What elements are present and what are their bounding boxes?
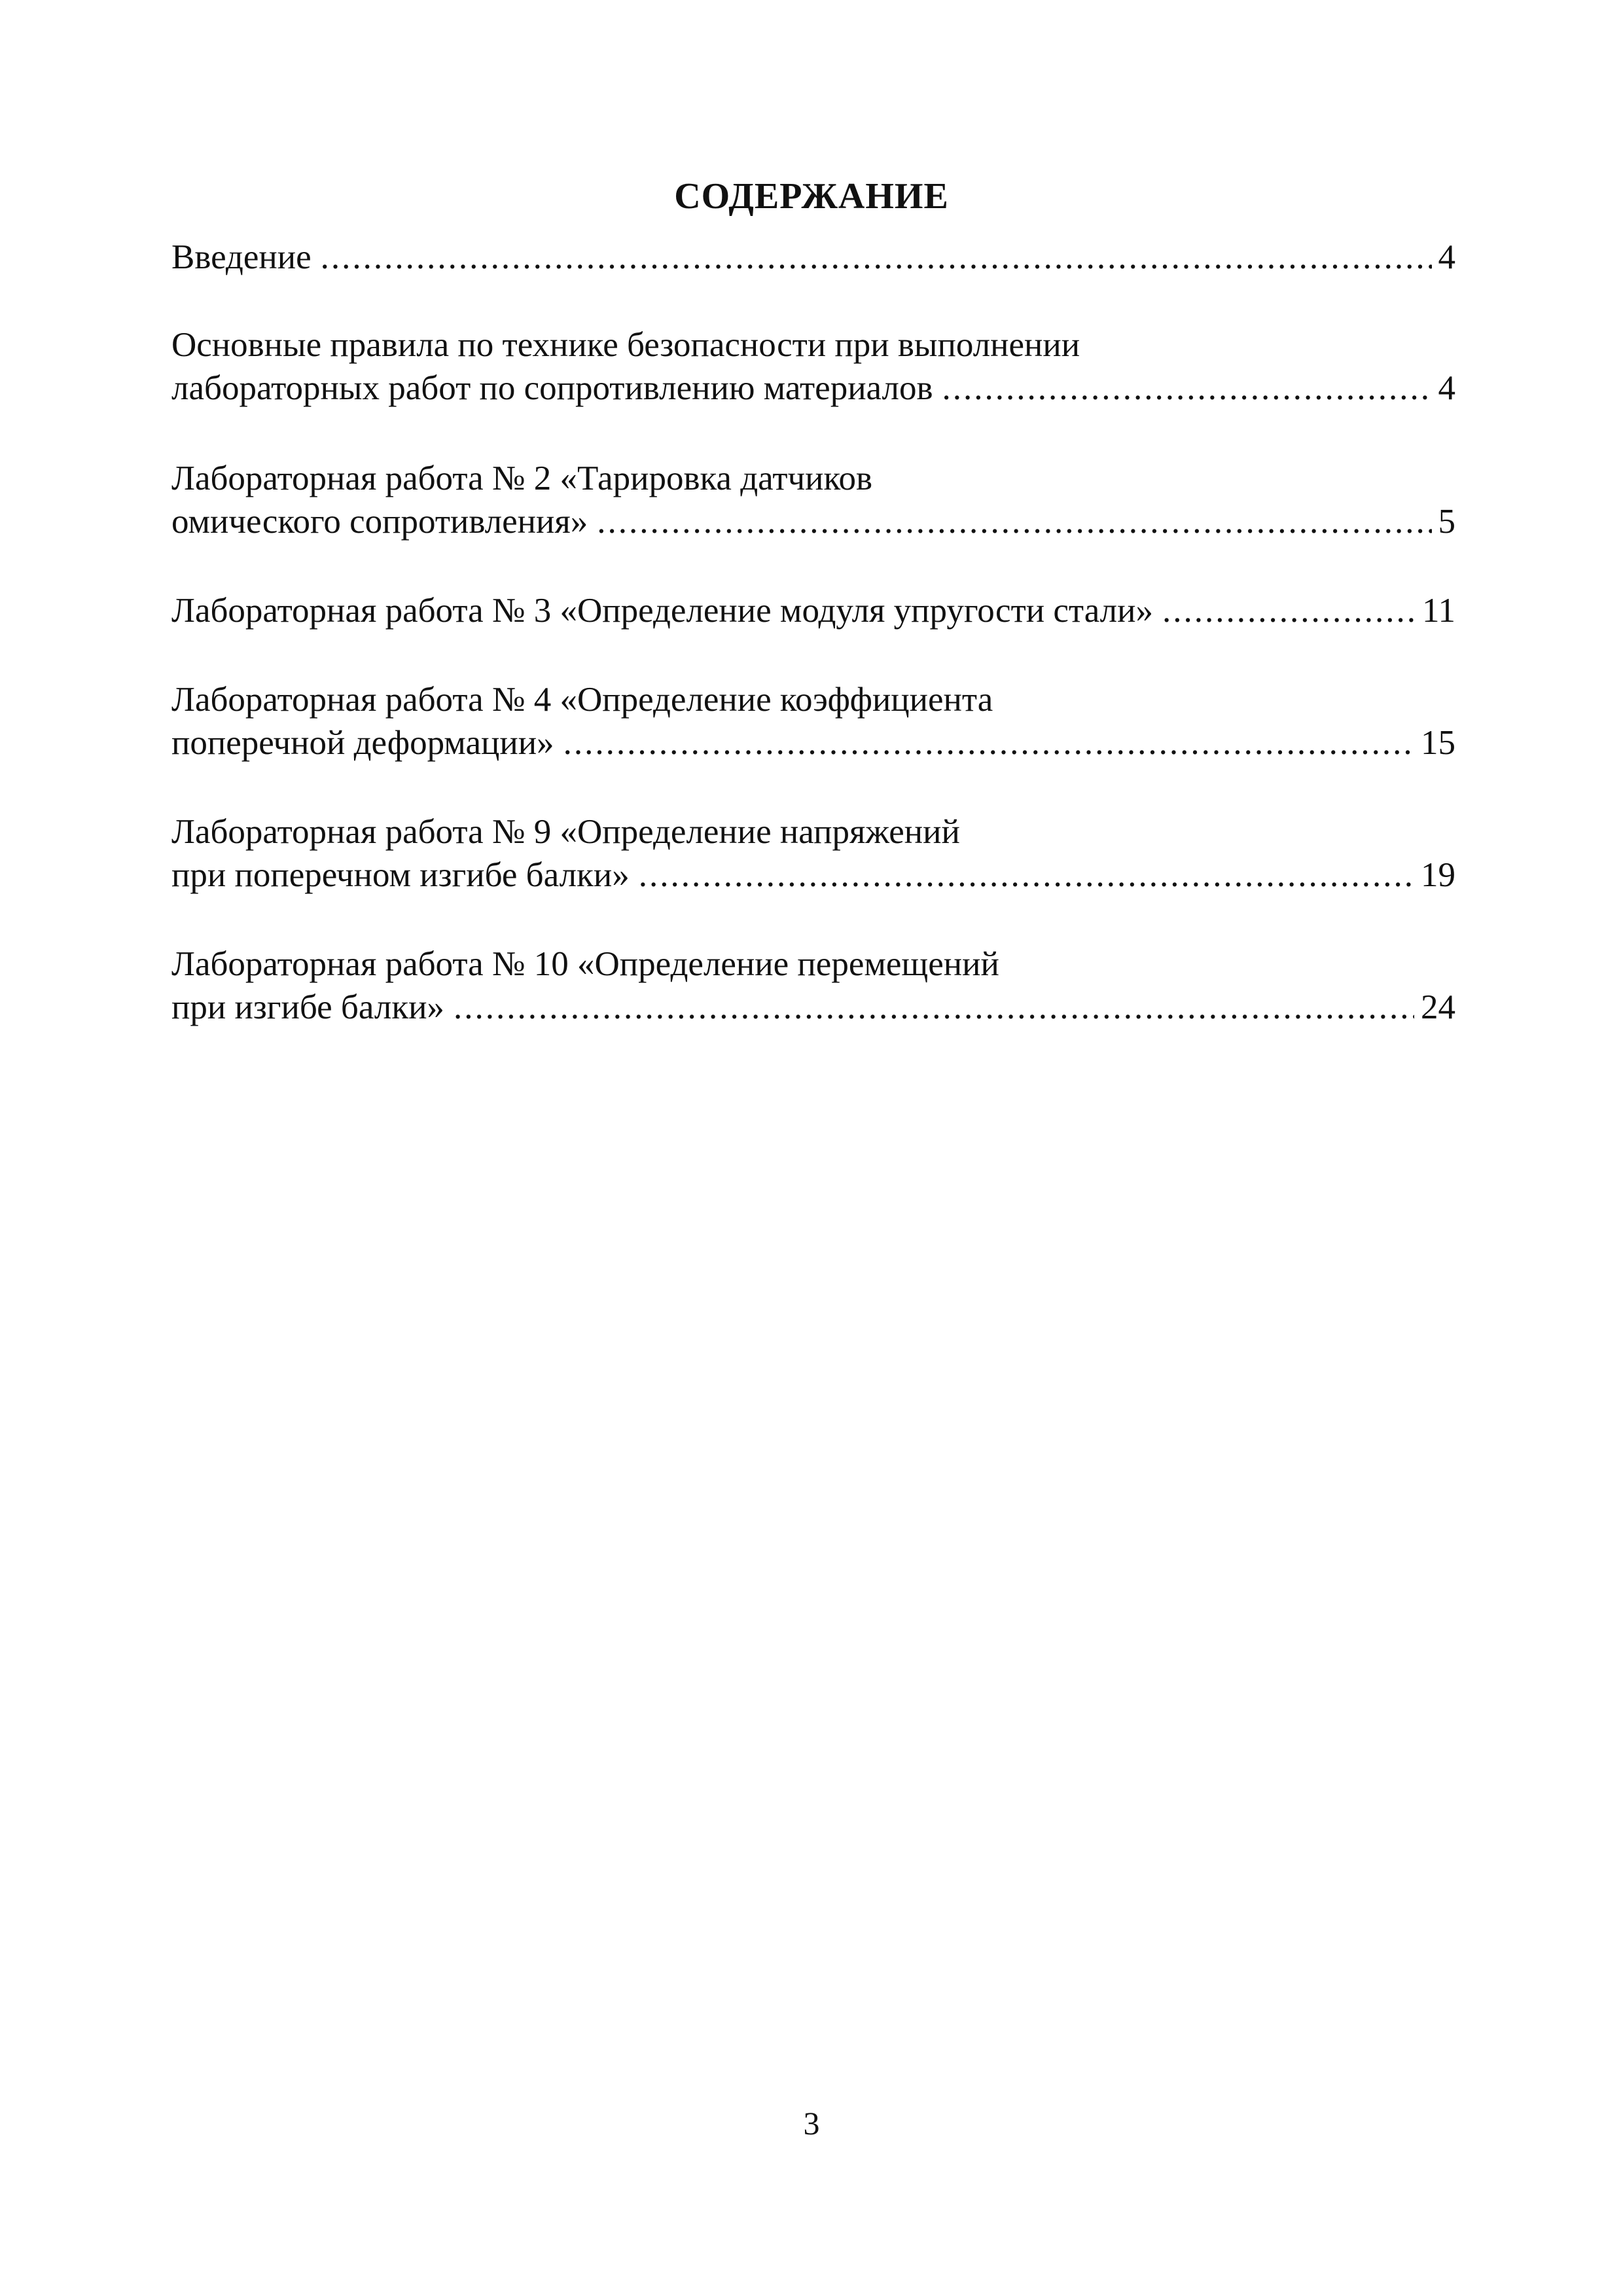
toc-entry-title-continued: при поперечном изгибе балки» bbox=[171, 856, 630, 894]
dot-leader bbox=[563, 721, 1414, 764]
page-number-footer: 3 bbox=[803, 2105, 820, 2142]
dot-leader bbox=[1162, 589, 1416, 632]
toc-entry-title: Основные правила по технике безопасности при выполнении bbox=[171, 326, 1080, 364]
toc-entry-title-continued: при изгибе балки» bbox=[171, 988, 444, 1026]
toc-page-number: 11 bbox=[1421, 592, 1455, 630]
toc-page-number: 4 bbox=[1438, 369, 1455, 407]
toc-page-number: 15 bbox=[1421, 724, 1455, 762]
toc-entry-title: Лабораторная работа № 4 «Определение коэффициента bbox=[171, 681, 993, 719]
toc-page-number: 4 bbox=[1438, 238, 1455, 276]
toc-entry-lab-4[interactable] bbox=[171, 678, 1455, 764]
toc-entry-title-continued: поперечной деформации» bbox=[171, 724, 554, 762]
toc-entry-title: Лабораторная работа № 10 «Определение перемещений bbox=[171, 945, 999, 983]
toc-entry-lab-3[interactable] bbox=[171, 589, 1455, 632]
toc-entry-lab-10[interactable] bbox=[171, 942, 1455, 1029]
dot-leader bbox=[639, 853, 1414, 897]
dot-leader bbox=[321, 236, 1432, 279]
dot-leader bbox=[454, 986, 1414, 1029]
dot-leader bbox=[597, 500, 1431, 543]
toc-entry-safety-rules[interactable] bbox=[171, 323, 1455, 410]
toc-entry-title-continued: лабораторных работ по сопротивлению материалов bbox=[171, 369, 933, 407]
toc-entry-title: Введение bbox=[171, 238, 312, 276]
toc-page-number: 24 bbox=[1421, 988, 1455, 1026]
toc-entry-title-continued: омического сопротивления» bbox=[171, 503, 588, 541]
dot-leader bbox=[942, 367, 1432, 410]
toc-entry-title: Лабораторная работа № 3 «Определение модуля упругости стали» bbox=[171, 592, 1153, 630]
page-title: СОДЕРЖАНИЕ bbox=[674, 176, 949, 217]
toc-entry-introduction[interactable] bbox=[171, 236, 1455, 279]
toc-page-number: 19 bbox=[1421, 856, 1455, 894]
toc-page-number: 5 bbox=[1438, 503, 1455, 541]
toc-entry-lab-9[interactable] bbox=[171, 810, 1455, 897]
toc-entry-title: Лабораторная работа № 9 «Определение напряжений bbox=[171, 813, 960, 851]
toc-entry-title: Лабораторная работа № 2 «Тарировка датчиков bbox=[171, 459, 873, 497]
toc-entry-lab-2[interactable] bbox=[171, 457, 1455, 543]
